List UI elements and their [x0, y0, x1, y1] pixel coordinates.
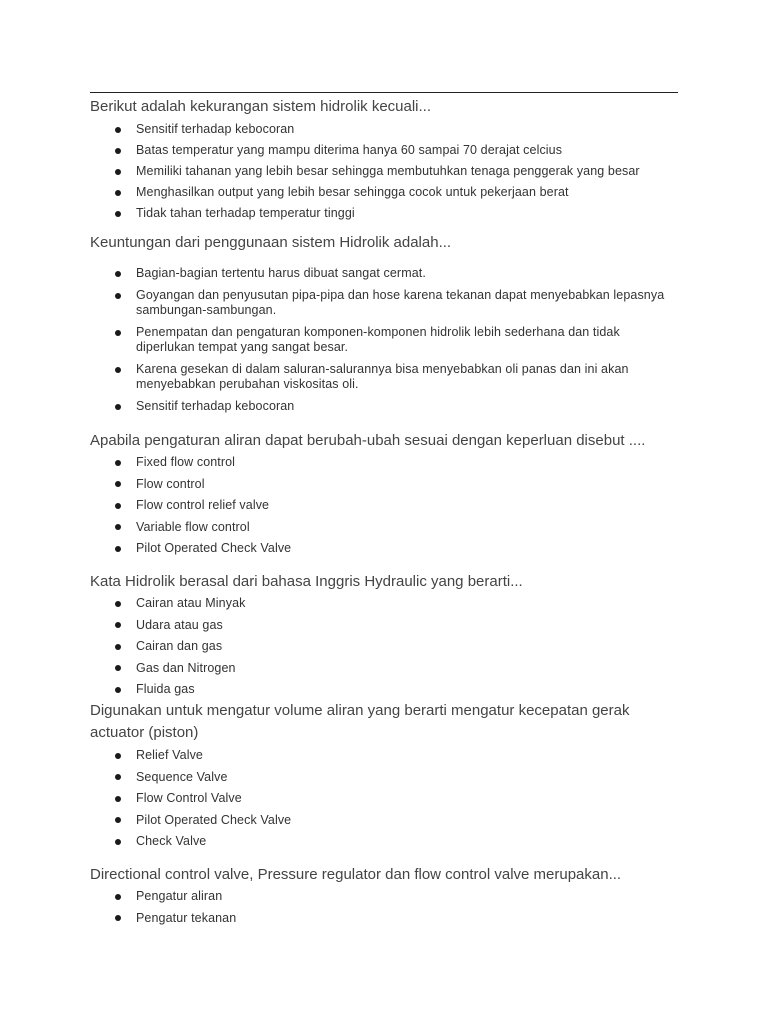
option: Tidak tahan terhadap temperatur tinggi — [90, 206, 696, 221]
option: Udara atau gas — [90, 618, 696, 633]
question-5-text: Digunakan untuk mengatur volume aliran yang berarti mengatur kecepatan gerak actuator (piston) — [90, 702, 630, 741]
option: Cairan dan gas — [90, 639, 696, 654]
option: Variable flow control — [90, 520, 696, 535]
option: Pengatur aliran — [90, 889, 696, 904]
question-1-options — [90, 122, 696, 221]
option: Fixed flow control — [90, 455, 696, 470]
option: Pilot Operated Check Valve — [90, 813, 696, 828]
question-3-options — [90, 455, 696, 556]
option: Sensitif terhadap kebocoran — [90, 399, 696, 414]
top-divider — [90, 92, 678, 93]
question-5-options — [90, 748, 696, 849]
option: Gas dan Nitrogen — [90, 661, 696, 676]
option: Flow Control Valve — [90, 791, 696, 806]
option: Flow control — [90, 477, 696, 492]
option: Bagian-bagian tertentu harus dibuat sangat cermat. — [90, 266, 696, 281]
option: Relief Valve — [90, 748, 696, 763]
option: Karena gesekan di dalam saluran-salurannya bisa menyebabkan oli panas dan ini akan menyebabkan perubahan viskositas oli. — [90, 362, 666, 392]
option: Cairan atau Minyak — [90, 596, 696, 611]
question-2-text: Keuntungan dari penggunaan sistem Hidrolik adalah... — [90, 234, 452, 251]
option: Memiliki tahanan yang lebih besar sehingga membutuhkan tenaga penggerak yang besar — [90, 164, 696, 179]
option: Penempatan dan pengaturan komponen-komponen hidrolik lebih sederhana dan tidak diperlukan tempat yang sangat besar. — [90, 325, 666, 355]
option: Menghasilkan output yang lebih besar sehingga cocok untuk pekerjaan berat — [90, 185, 696, 200]
option: Batas temperatur yang mampu diterima hanya 60 sampai 70 derajat celcius — [90, 143, 696, 158]
question-6-options — [90, 889, 696, 926]
option: Goyangan dan penyusutan pipa-pipa dan hose karena tekanan dapat menyebabkan lepasnya sambungan-sambungan. — [90, 288, 666, 318]
option: Pilot Operated Check Valve — [90, 541, 696, 556]
option: Check Valve — [90, 834, 696, 849]
option: Sensitif terhadap kebocoran — [90, 122, 696, 137]
option: Fluida gas — [90, 682, 696, 697]
question-2-options — [90, 266, 696, 414]
option: Flow control relief valve — [90, 498, 696, 513]
question-4-text: Kata Hidrolik berasal dari bahasa Inggris Hydraulic yang berarti... — [90, 573, 523, 590]
question-4-options — [90, 596, 696, 697]
question-1-text: Berikut adalah kekurangan sistem hidrolik kecuali... — [90, 98, 432, 115]
option: Sequence Valve — [90, 770, 696, 785]
question-6-text: Directional control valve, Pressure regulator dan flow control valve merupakan... — [90, 866, 622, 883]
option: Pengatur tekanan — [90, 911, 696, 926]
question-3-text: Apabila pengaturan aliran dapat berubah-ubah sesuai dengan keperluan disebut .... — [90, 432, 646, 449]
